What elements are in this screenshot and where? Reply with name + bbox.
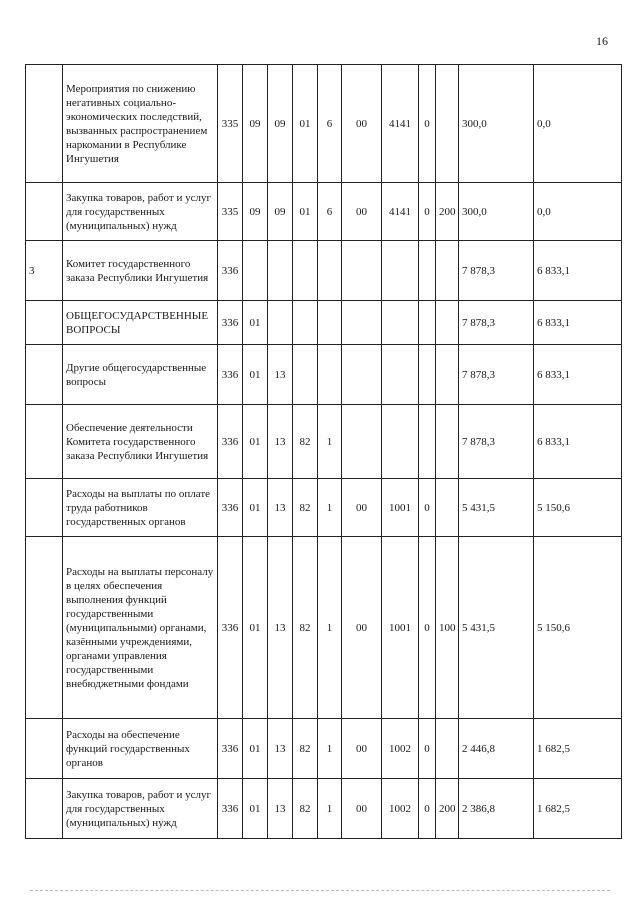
expense-type-code-cell: 200 [436, 183, 459, 241]
direction-code-cell: 1002 [382, 779, 419, 839]
row-number-cell [26, 345, 63, 405]
budget-table [25, 64, 622, 839]
ministry-code-cell: 336 [218, 537, 243, 719]
subsection-code-cell: 13 [268, 779, 293, 839]
main-event-code-cell: 00 [342, 183, 382, 241]
expense-type-code-cell: 100 [436, 537, 459, 719]
table-row [26, 301, 622, 345]
table-row [26, 345, 622, 405]
expense-name-cell: ОБЩЕГОСУДАРСТВЕННЫЕ ВОПРОСЫ [63, 301, 218, 345]
direction-sub-code-cell [419, 301, 436, 345]
direction-sub-code-cell [419, 241, 436, 301]
amount-executed-cell: 1 682,5 [534, 779, 622, 839]
amount-executed-cell: 1 682,5 [534, 719, 622, 779]
subsection-code-cell: 09 [268, 183, 293, 241]
expense-name-cell: Расходы на выплаты персоналу в целях обеспечения выполнения функций государственными (муниципальными) органами, казёнными учреждениями, органами управления государственными внебюджетными фондами [63, 537, 218, 719]
row-number-cell [26, 479, 63, 537]
amount-executed-cell: 6 833,1 [534, 405, 622, 479]
amount-planned-cell: 300,0 [459, 65, 534, 183]
bottom-divider [30, 890, 610, 891]
direction-sub-code-cell [419, 405, 436, 479]
section-code-cell: 01 [243, 779, 268, 839]
subsection-code-cell: 13 [268, 479, 293, 537]
expense-name-cell: Обеспечение деятельности Комитета государственного заказа Республики Ингушетия [63, 405, 218, 479]
table-row [26, 405, 622, 479]
direction-code-cell: 1001 [382, 537, 419, 719]
row-number-cell [26, 405, 63, 479]
row-number-cell [26, 301, 63, 345]
expense-name-cell: Комитет государственного заказа Республики Ингушетия [63, 241, 218, 301]
amount-planned-cell: 7 878,3 [459, 241, 534, 301]
expense-type-code-cell: 200 [436, 779, 459, 839]
section-code-cell: 01 [243, 405, 268, 479]
table-row [26, 719, 622, 779]
expense-name-cell: Расходы на обеспечение функций государственных органов [63, 719, 218, 779]
expense-type-code-cell [436, 241, 459, 301]
main-event-code-cell [342, 405, 382, 479]
program-code-cell: 82 [293, 779, 318, 839]
program-code-cell [293, 345, 318, 405]
subprogram-code-cell [318, 345, 342, 405]
direction-sub-code-cell: 0 [419, 479, 436, 537]
expense-type-code-cell [436, 65, 459, 183]
main-event-code-cell [342, 301, 382, 345]
amount-planned-cell: 300,0 [459, 183, 534, 241]
subprogram-code-cell: 1 [318, 779, 342, 839]
section-code-cell [243, 241, 268, 301]
amount-executed-cell: 6 833,1 [534, 241, 622, 301]
row-number-cell [26, 537, 63, 719]
amount-executed-cell: 5 150,6 [534, 537, 622, 719]
ministry-code-cell: 336 [218, 241, 243, 301]
table-row [26, 65, 622, 183]
subprogram-code-cell: 6 [318, 65, 342, 183]
ministry-code-cell: 336 [218, 479, 243, 537]
section-code-cell: 01 [243, 537, 268, 719]
page-number: 16 [596, 34, 608, 48]
direction-sub-code-cell: 0 [419, 779, 436, 839]
subsection-code-cell: 13 [268, 537, 293, 719]
amount-planned-cell: 7 878,3 [459, 345, 534, 405]
section-code-cell: 01 [243, 301, 268, 345]
ministry-code-cell: 336 [218, 779, 243, 839]
subsection-code-cell [268, 241, 293, 301]
direction-code-cell [382, 241, 419, 301]
row-number-cell [26, 183, 63, 241]
amount-executed-cell: 5 150,6 [534, 479, 622, 537]
main-event-code-cell: 00 [342, 65, 382, 183]
subprogram-code-cell [318, 301, 342, 345]
main-event-code-cell: 00 [342, 537, 382, 719]
direction-code-cell: 4141 [382, 183, 419, 241]
expense-type-code-cell [436, 405, 459, 479]
ministry-code-cell: 336 [218, 719, 243, 779]
expense-type-code-cell [436, 345, 459, 405]
program-code-cell: 82 [293, 537, 318, 719]
amount-planned-cell: 7 878,3 [459, 301, 534, 345]
direction-code-cell [382, 345, 419, 405]
subprogram-code-cell: 6 [318, 183, 342, 241]
subprogram-code-cell: 1 [318, 405, 342, 479]
program-code-cell: 82 [293, 719, 318, 779]
expense-name-cell: Мероприятия по снижению негативных социально-экономических последствий, вызванных распространением наркомании в Республике Ингушетия [63, 65, 218, 183]
main-event-code-cell: 00 [342, 479, 382, 537]
amount-planned-cell: 2 386,8 [459, 779, 534, 839]
direction-sub-code-cell: 0 [419, 65, 436, 183]
expense-name-cell: Другие общегосударственные вопросы [63, 345, 218, 405]
main-event-code-cell: 00 [342, 779, 382, 839]
expense-type-code-cell [436, 719, 459, 779]
ministry-code-cell: 335 [218, 183, 243, 241]
subprogram-code-cell: 1 [318, 479, 342, 537]
amount-planned-cell: 5 431,5 [459, 479, 534, 537]
direction-code-cell [382, 405, 419, 479]
program-code-cell: 01 [293, 65, 318, 183]
main-event-code-cell: 00 [342, 719, 382, 779]
amount-planned-cell: 7 878,3 [459, 405, 534, 479]
main-event-code-cell [342, 345, 382, 405]
amount-executed-cell: 0,0 [534, 65, 622, 183]
table-row [26, 183, 622, 241]
subsection-code-cell: 13 [268, 345, 293, 405]
table-row [26, 537, 622, 719]
row-number-cell [26, 719, 63, 779]
expense-name-cell: Закупка товаров, работ и услуг для государственных (муниципальных) нужд [63, 183, 218, 241]
table-row [26, 479, 622, 537]
amount-planned-cell: 2 446,8 [459, 719, 534, 779]
direction-sub-code-cell: 0 [419, 537, 436, 719]
subsection-code-cell [268, 301, 293, 345]
amount-planned-cell: 5 431,5 [459, 537, 534, 719]
section-code-cell: 01 [243, 345, 268, 405]
direction-sub-code-cell: 0 [419, 183, 436, 241]
main-event-code-cell [342, 241, 382, 301]
direction-code-cell: 1001 [382, 479, 419, 537]
row-number-cell [26, 65, 63, 183]
direction-sub-code-cell: 0 [419, 719, 436, 779]
section-code-cell: 09 [243, 65, 268, 183]
program-code-cell [293, 241, 318, 301]
subprogram-code-cell: 1 [318, 719, 342, 779]
program-code-cell: 82 [293, 479, 318, 537]
expense-type-code-cell [436, 301, 459, 345]
subprogram-code-cell [318, 241, 342, 301]
ministry-code-cell: 336 [218, 405, 243, 479]
program-code-cell: 82 [293, 405, 318, 479]
section-code-cell: 09 [243, 183, 268, 241]
section-code-cell: 01 [243, 479, 268, 537]
amount-executed-cell: 0,0 [534, 183, 622, 241]
section-code-cell: 01 [243, 719, 268, 779]
row-number-cell: 3 [26, 241, 63, 301]
direction-sub-code-cell [419, 345, 436, 405]
expense-name-cell: Расходы на выплаты по оплате труда работников государственных органов [63, 479, 218, 537]
ministry-code-cell: 335 [218, 65, 243, 183]
expense-name-cell: Закупка товаров, работ и услуг для государственных (муниципальных) нужд [63, 779, 218, 839]
table-row [26, 779, 622, 839]
direction-code-cell: 4141 [382, 65, 419, 183]
subsection-code-cell: 13 [268, 405, 293, 479]
subprogram-code-cell: 1 [318, 537, 342, 719]
subsection-code-cell: 13 [268, 719, 293, 779]
ministry-code-cell: 336 [218, 345, 243, 405]
expense-type-code-cell [436, 479, 459, 537]
table-row [26, 241, 622, 301]
program-code-cell [293, 301, 318, 345]
subsection-code-cell: 09 [268, 65, 293, 183]
amount-executed-cell: 6 833,1 [534, 301, 622, 345]
program-code-cell: 01 [293, 183, 318, 241]
direction-code-cell: 1002 [382, 719, 419, 779]
row-number-cell [26, 779, 63, 839]
ministry-code-cell: 336 [218, 301, 243, 345]
amount-executed-cell: 6 833,1 [534, 345, 622, 405]
direction-code-cell [382, 301, 419, 345]
